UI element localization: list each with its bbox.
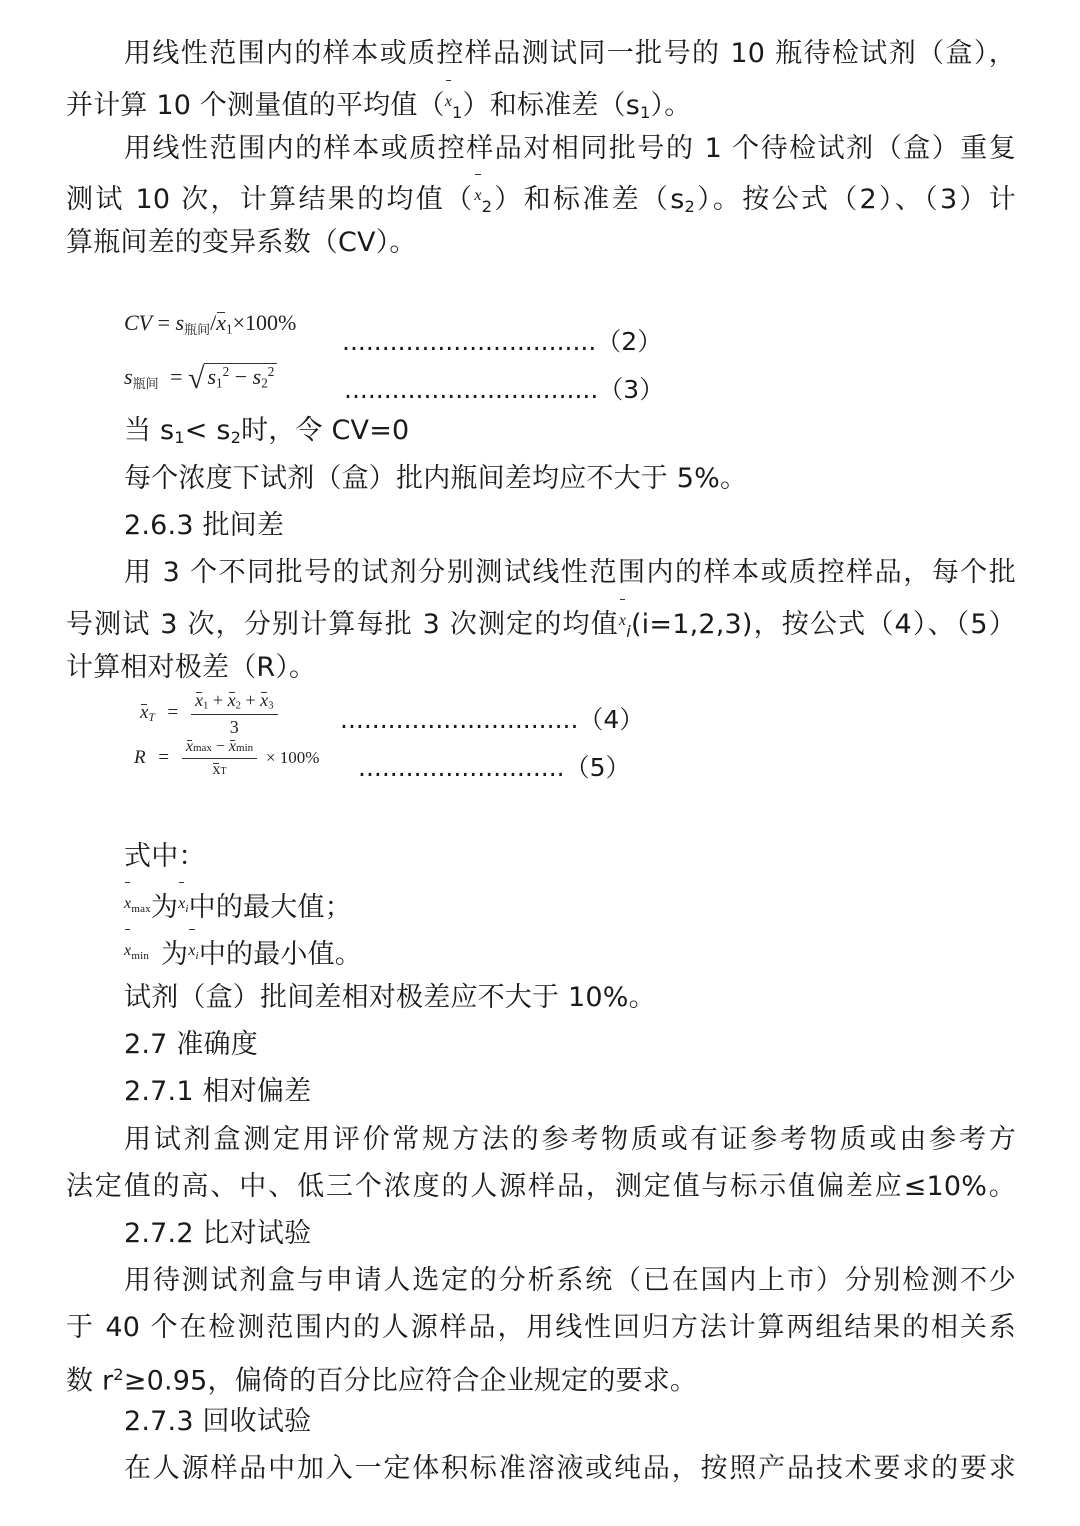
- text-segment: 测试 10 次，计算结果的均值（: [66, 184, 475, 215]
- formula-symbol: s: [124, 364, 133, 389]
- subscript: 1: [226, 321, 233, 337]
- x-bar-symbol: x: [124, 880, 131, 927]
- formula-label: （4）: [578, 705, 645, 734]
- paragraph-5-line-3: [66, 1351, 1016, 1405]
- subscript: 2: [235, 699, 241, 712]
- text-segment: 并计算 10 个测量值的平均值（: [66, 90, 445, 121]
- subscript: 2: [684, 197, 695, 217]
- x-bar-symbol: x: [216, 310, 227, 335]
- text-segment: ）和标准差（: [492, 184, 671, 215]
- requirement-1: 每个浓度下试剂（盒）批内瓶间差均应不大于 5%。: [124, 463, 748, 494]
- formula-operator: −: [215, 738, 225, 755]
- paragraph-2-line-3: 算瓶间差的变异系数（CV）。: [66, 227, 417, 258]
- superscript: 2: [222, 364, 230, 380]
- formula-operator: =: [158, 746, 170, 768]
- formula-2: [124, 310, 296, 338]
- fraction: [182, 738, 257, 779]
- text-segment: 号测试 3 次，分别计算每批 3 次测定的均值: [66, 609, 619, 640]
- subscript: i: [626, 622, 631, 642]
- formula-label: （5）: [564, 753, 631, 782]
- paragraph-3-line-3: 计算相对极差（R）。: [66, 652, 317, 683]
- x-bar-symbol: x: [195, 690, 203, 710]
- x-bar-symbol: x: [228, 738, 237, 755]
- radicand: [204, 363, 277, 389]
- formula-operator: /: [210, 310, 217, 335]
- superscript: 2: [113, 1365, 124, 1384]
- formula-3-leader: [344, 370, 664, 406]
- subscript: T: [220, 766, 227, 777]
- leader-dots: ................................: [342, 327, 597, 356]
- text-segment: ）和标准差（: [462, 90, 626, 121]
- x-bar-symbol: x: [445, 78, 452, 125]
- x-bar-symbol: x: [188, 927, 195, 974]
- text-segment: 中的最小值。: [198, 939, 363, 970]
- x-bar-symbol: x: [227, 690, 236, 710]
- denominator: [182, 759, 257, 779]
- formula-symbol: s: [207, 364, 217, 389]
- subscript: 3: [268, 699, 274, 712]
- superscript: 2: [267, 364, 275, 380]
- leader-dots: ................................: [344, 375, 599, 404]
- text-segment: 为: [150, 892, 179, 923]
- numerator: [191, 690, 278, 715]
- x-bar-symbol: x: [124, 927, 131, 974]
- paragraph-6-line-1: 在人源样品中加入一定体积标准溶液或纯品，按照产品技术要求的要求: [124, 1453, 1016, 1484]
- subscript: 1: [203, 699, 209, 712]
- leader-dots: ..........................: [358, 753, 565, 782]
- x-bar-symbol: x: [212, 761, 221, 778]
- subscript: 1: [216, 375, 223, 391]
- formula-5: [134, 738, 319, 779]
- paragraph-1-line-1: 用线性范围内的样本或质控样品测试同一批号的 10 瓶待检试剂（盒），: [124, 38, 1016, 69]
- text-segment: ）。: [650, 90, 692, 121]
- where-label: 式中：: [124, 841, 206, 872]
- requirement-2: 试剂（盒）批间差相对极差应不大于 10%。: [124, 982, 656, 1013]
- formula-3: [124, 362, 277, 396]
- formula-label: （2）: [596, 327, 663, 356]
- paragraph-4-line-1: 用试剂盒测定用评价常规方法的参考物质或有证参考物质或由参考方: [124, 1124, 1016, 1155]
- numerator: [182, 738, 257, 759]
- text-segment: 为: [161, 939, 189, 970]
- denominator: 3: [229, 716, 239, 737]
- text-segment: 当 s: [124, 415, 175, 446]
- heading-2-6-3: 2.6.3 批间差: [124, 510, 285, 541]
- paragraph-3-line-1: 用 3 个不同批号的试剂分别测试线性范围内的样本或质控样品，每个批: [124, 557, 1016, 588]
- x-bar-symbol: x: [474, 172, 481, 219]
- heading-2-7: 2.7 准确度: [124, 1029, 258, 1060]
- paragraph-4-line-2: 法定值的高、中、低三个浓度的人源样品，测定值与标示值偏差应≤10%。: [66, 1171, 1016, 1202]
- x-bar-symbol: x: [260, 690, 269, 710]
- x-bar-symbol: x: [140, 702, 149, 724]
- formula-operator: −: [234, 364, 248, 389]
- subscript: i: [195, 950, 199, 962]
- text-segment: 数 r: [66, 1365, 114, 1397]
- sqrt-icon: √: [188, 362, 205, 395]
- formula-symbol: s: [175, 310, 185, 335]
- paragraph-5-line-1: 用待测试剂盒与申请人选定的分析系统（已在国内上市）分别检测不少: [124, 1265, 1016, 1296]
- formula-symbol: CV: [124, 310, 153, 335]
- formula-text: ×100%: [232, 310, 297, 335]
- x-bar-symbol: x: [619, 597, 626, 644]
- formula-operator: =: [157, 310, 171, 335]
- formula-operator: +: [245, 690, 256, 710]
- subscript: min: [131, 950, 150, 962]
- formula-operator: =: [170, 364, 183, 389]
- subscript: 2: [230, 428, 242, 448]
- heading-2-7-2: 2.7.2 比对试验: [124, 1218, 312, 1249]
- subscript: 1: [640, 103, 651, 123]
- subscript: 2: [261, 375, 268, 391]
- text-segment: (i=1,2,3)，按公式（4）、（5）: [630, 609, 1016, 640]
- paragraph-5-line-2: 于 40 个在检测范围内的人源样品，用线性回归方法计算两组结果的相关系: [66, 1312, 1016, 1343]
- formula-label: （3）: [598, 375, 665, 404]
- formula-text: × 100%: [265, 747, 320, 767]
- formula-4-leader: [340, 700, 644, 736]
- leader-dots: ..............................: [340, 705, 579, 734]
- subscript: max: [131, 903, 151, 915]
- x-bar-symbol: x: [185, 738, 193, 755]
- text-segment: 时，令 CV=0: [241, 415, 410, 446]
- fraction: [191, 690, 278, 738]
- subscript: 1: [452, 103, 463, 123]
- text-segment: ≥0.95，偏倚的百分比应符合企业规定的要求。: [123, 1365, 698, 1397]
- heading-2-7-3: 2.7.3 回收试验: [124, 1406, 312, 1437]
- x-bar-symbol: x: [178, 880, 185, 927]
- heading-2-7-1: 2.7.1 相对偏差: [124, 1076, 312, 1107]
- symbol-s: s: [670, 184, 685, 215]
- formula-2-leader: [342, 322, 662, 358]
- subscript: 2: [481, 197, 493, 217]
- paragraph-2-line-1: 用线性范围内的样本或质控样品对相同批号的 1 个待检试剂（盒）重复: [124, 133, 1016, 164]
- subscript: min: [236, 742, 254, 754]
- text-segment: ）。按公式（2）、（3）计: [695, 184, 1016, 215]
- subscript: max: [192, 742, 212, 754]
- symbol-s: s: [625, 90, 641, 121]
- subscript: i: [185, 903, 189, 915]
- where-line-1: [124, 880, 1016, 933]
- subscript: T: [148, 712, 155, 725]
- formula-symbol: s: [252, 364, 262, 389]
- condition-line: [124, 407, 1016, 461]
- formula-4: [140, 690, 278, 738]
- subscript: 瓶间: [184, 323, 211, 338]
- text-segment: < s: [184, 415, 231, 446]
- subscript: 瓶间: [132, 377, 159, 392]
- text-segment: 中的最大值；: [188, 892, 352, 923]
- formula-symbol: R: [134, 746, 146, 768]
- formula-operator: =: [167, 702, 179, 724]
- where-line-2: [124, 927, 1016, 980]
- formula-5-leader: [358, 748, 631, 784]
- formula-operator: +: [212, 690, 224, 710]
- subscript: 1: [174, 428, 185, 448]
